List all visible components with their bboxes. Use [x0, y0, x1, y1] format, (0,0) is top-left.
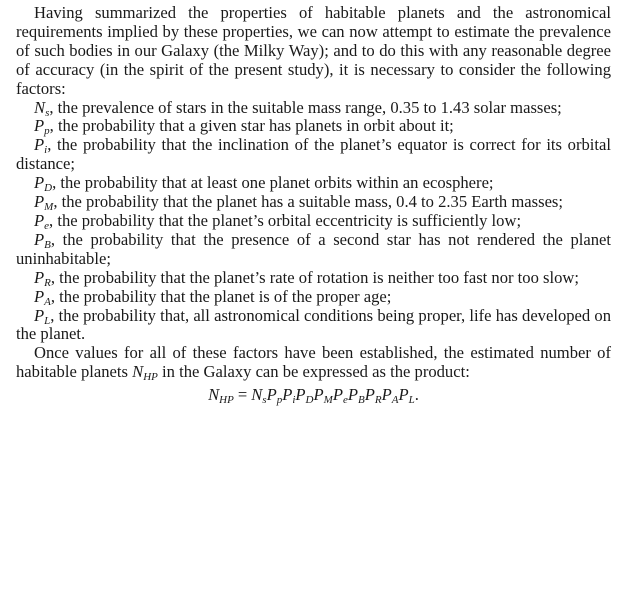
- factor-description: , the probability that at least one planet orbits within an ecosphere;: [52, 173, 494, 193]
- factor-description: , the probability that the planet’s orbital eccentricity is sufficiently low;: [49, 210, 522, 230]
- factor-symbol: P: [34, 305, 45, 325]
- factor-symbol-subscript: A: [44, 295, 51, 308]
- factor-item: [16, 231, 611, 269]
- factor-symbol: P: [34, 210, 45, 230]
- formula-lhs-symbol: N: [208, 385, 220, 405]
- factor-symbol-subscript: i: [44, 144, 48, 157]
- formula-lhs-subscript: HP: [219, 394, 234, 407]
- factor-symbol-subscript: e: [44, 219, 50, 232]
- factor-item: [16, 117, 611, 136]
- factor-description: , the probability that the planet is of the proper age;: [50, 286, 392, 306]
- factor-description: , the probability that, all astronomical conditions being proper, life has developed on the planet.: [16, 305, 611, 344]
- formula-equals: =: [237, 385, 248, 405]
- formula-term-subscript: D: [305, 394, 314, 407]
- factor-symbol: P: [34, 192, 45, 212]
- factor-symbol: P: [34, 173, 45, 193]
- factor-item: [16, 269, 611, 288]
- formula-term-symbol: P: [282, 385, 293, 405]
- formula-term-symbol: P: [332, 385, 343, 405]
- formula-term-symbol: N: [251, 385, 263, 405]
- factor-item: [16, 136, 611, 174]
- factor-item: [16, 193, 611, 212]
- formula-term-symbol: P: [313, 385, 324, 405]
- factor-symbol-subscript: R: [44, 276, 51, 289]
- factor-item: [16, 174, 611, 193]
- factor-symbol-subscript: M: [44, 201, 54, 214]
- intro-paragraph: Having summarized the properties of habitable planets and the astronomical requirements implied by these properties, we can now attempt to estimate the prevalence of such bodies in our Galaxy (the Milky Way); and to do this with any reasonable degree of accuracy (in the spirit of the present study), it is necessary to consider the following factors:: [16, 3, 611, 98]
- conclusion-paragraph: [16, 344, 611, 382]
- conclusion-text-after: in the Galaxy can be expressed as the product:: [157, 362, 470, 382]
- formula-term-symbol: P: [266, 385, 277, 405]
- formula-term-symbol: P: [347, 385, 358, 405]
- formula-end: .: [414, 385, 419, 405]
- factor-item: [16, 212, 611, 231]
- formula-term-symbol: P: [364, 385, 375, 405]
- factor-description: , the probability that the planet’s rate of rotation is neither too fast nor too slow;: [50, 267, 579, 287]
- factor-symbol: P: [34, 229, 45, 249]
- factor-symbol: P: [34, 116, 45, 136]
- formula-term-symbol: P: [398, 385, 409, 405]
- factor-item: [16, 307, 611, 345]
- formula: [16, 386, 611, 405]
- factor-symbol-subscript: L: [44, 314, 51, 327]
- factor-description: , the prevalence of stars in the suitable mass range, 0.35 to 1.43 solar masses;: [49, 97, 562, 117]
- formula-term-subscript: p: [276, 394, 283, 407]
- formula-term-subscript: L: [408, 394, 415, 407]
- factor-symbol: P: [34, 267, 45, 287]
- conclusion-symbol-subscript: HP: [143, 371, 158, 384]
- factor-symbol-subscript: B: [44, 238, 51, 251]
- formula-term-subscript: B: [357, 394, 365, 407]
- formula-term-subscript: i: [292, 394, 296, 407]
- formula-term-subscript: s: [262, 394, 267, 407]
- formula-term-symbol: P: [295, 385, 306, 405]
- factor-description: , the probability that the inclination of the planet’s equator is correct for its orbital distance;: [16, 135, 611, 174]
- factor-symbol-subscript: D: [44, 182, 53, 195]
- factor-symbol-subscript: p: [44, 125, 50, 138]
- formula-term-subscript: R: [374, 394, 382, 407]
- conclusion-text-before: Once values for all of these factors have been established, the estimated number of habitable planets: [16, 343, 611, 382]
- factor-item: [16, 99, 611, 118]
- conclusion-symbol: N: [132, 362, 144, 382]
- factor-description: , the probability that the planet has a suitable mass, 0.4 to 2.35 Earth masses;: [53, 192, 564, 212]
- factor-symbol: P: [34, 135, 45, 155]
- formula-terms: [251, 385, 415, 407]
- factor-list: [16, 99, 611, 345]
- factor-description: , the probability that the presence of a second star has not rendered the planet uninhabitable;: [16, 229, 611, 268]
- factor-symbol: N: [34, 97, 46, 117]
- formula-term-subscript: M: [323, 394, 333, 407]
- factor-item: [16, 288, 611, 307]
- formula-term-subscript: e: [342, 394, 348, 407]
- formula-term-symbol: P: [381, 385, 392, 405]
- factor-description: , the probability that a given star has planets in orbit about it;: [49, 116, 454, 136]
- formula-term-subscript: A: [391, 394, 399, 407]
- factor-symbol: P: [34, 286, 45, 306]
- factor-symbol-subscript: s: [45, 106, 50, 119]
